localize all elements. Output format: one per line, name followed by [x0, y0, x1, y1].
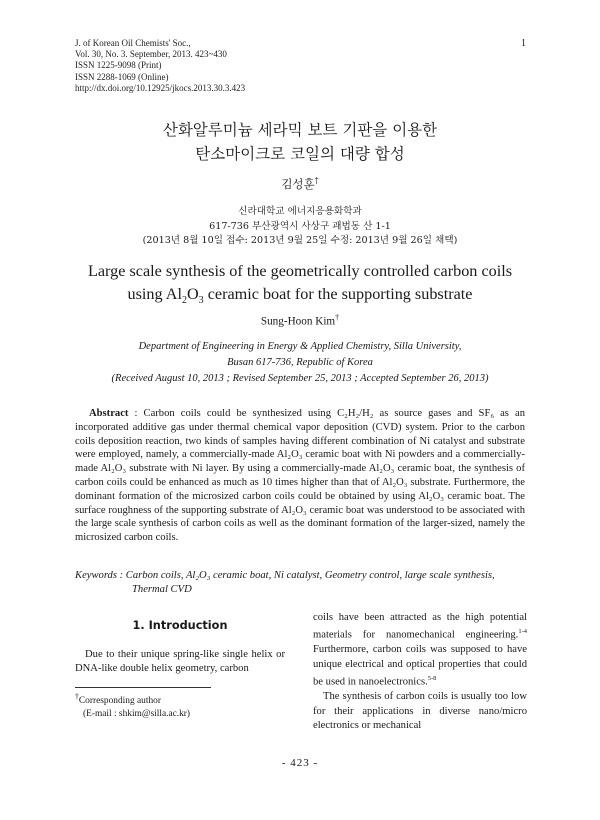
journal-volume: Vol. 30, No. 3. September, 2013. 423~430	[75, 49, 227, 60]
english-received-dates: (Received August 10, 2013 ; Revised September 25, 2013 ; Accepted September 26, 2013)	[111, 373, 489, 385]
keywords-line1: : Carbon coils, Al₂O₃ ceramic boat, Ni catalyst, Geometry control, large scale synthesis,	[116, 570, 495, 581]
korean-affiliation-dept: 신라대학교 에너지응용화학과	[238, 206, 362, 217]
english-title-line2-pre: using Al	[127, 285, 182, 303]
section-heading-introduction: 1. Introduction	[132, 619, 228, 632]
korean-dates: (2013년 8월 10일 접수: 2013년 9월 25일 수정: 2013년 9월 26일 채택)	[142, 235, 458, 246]
footnote-line1: Corresponding author	[78, 696, 161, 707]
english-title	[0, 260, 600, 312]
keywords-label: Keywords	[75, 570, 117, 581]
top-page-number: 1	[521, 38, 526, 49]
footnote-divider	[75, 687, 211, 688]
english-affiliation	[0, 339, 600, 388]
abstract	[75, 407, 525, 545]
journal-name: J. of Korean Oil Chemists' Soc.,	[75, 38, 191, 48]
abstract-body: : Carbon coils could be synthesized using C₂H₂/H₂ as source gases and SF₆ as an incorporated additive gas under thermal chemical vapor deposition (CVD) system. Prior to the carbon coils deposition reaction, two kinds of samples having different combination of Ni catalyst and substrate were employed, namely, a commercially-made Al₂O₃ ceramic boat with Ni powders and a commercially-made Al₂O₃ substrate with Ni layer. By using a commercially-made Al₂O₃ ceramic boat, the synthesis of carbon coils could be enhanced as much as 10 times higher than that of Al₂O₃ substrate. Furthermore, the dominant formation of the microsized carbon coils could be obtained by using Al₂O₃ ceramic boat. The surface roughness of the supporting substrate of Al₂O₃ ceramic boat was understood to be associated with the large scale synthesis of carbon coils as well as the dominant formation of the larger-sized, namely the microsized carbon coils.	[75, 408, 525, 544]
journal-header	[75, 38, 245, 94]
english-title-mid: O	[186, 285, 199, 303]
footnote	[75, 691, 190, 720]
english-title-line2-post: ceramic boat for the supporting substrate	[203, 285, 473, 303]
right-p1-b: Furthermore, carbon coils was supposed to have unique electrical and optical properties that could be used in nanoelectronics.	[313, 644, 527, 688]
footer-page-number: - 423 -	[281, 757, 319, 769]
korean-title-line2: 탄소마이크로 코일의 대량 합성	[195, 145, 405, 163]
korean-title	[0, 118, 600, 166]
korean-author	[0, 176, 600, 192]
english-title-line2	[0, 283, 600, 312]
english-title-line1: Large scale synthesis of the geometrically controlled carbon coils	[87, 262, 513, 280]
issn-print: ISSN 1225-9098 (Print)	[75, 60, 162, 71]
right-p1-ref1: 1-4	[518, 628, 527, 636]
english-affiliation-dept: Department of Engineering in Energy & Applied Chemistry, Silla University,	[138, 341, 462, 352]
korean-affiliation	[0, 205, 600, 249]
right-column	[313, 611, 527, 733]
footnote-mark: †	[75, 692, 79, 701]
english-title-sub2: 3	[198, 295, 204, 307]
left-column	[75, 619, 285, 677]
abstract-label: Abstract	[89, 408, 129, 419]
korean-author-mark: †	[314, 176, 319, 186]
english-title-sub1: 2	[181, 295, 187, 307]
right-column-paragraph2: The synthesis of carbon coils is usually too low for their applications in diverse nano/micro electronics or mechanical	[313, 691, 527, 731]
korean-author-name: 김성훈	[281, 177, 315, 191]
right-p1-a: coils have been attracted as the high potential materials for nanomechanical engineering.	[313, 612, 527, 641]
korean-title-line1: 산화알루미늄 세라믹 보트 기판을 이용한	[162, 121, 438, 139]
keywords	[75, 569, 525, 597]
english-author-mark: †	[335, 313, 340, 322]
english-author	[0, 313, 600, 328]
issn-online: ISSN 2288-1069 (Online)	[75, 71, 169, 82]
right-column-paragraph1	[313, 611, 527, 690]
doi-link[interactable]: http://dx.doi.org/10.12925/jkocs.2013.30.3.423	[75, 82, 246, 93]
keywords-line2: Thermal CVD	[132, 583, 192, 595]
introduction-paragraph: Due to their unique spring-like single helix or DNA-like double helix geometry, carbon	[75, 648, 285, 675]
korean-affiliation-address: 617-736 부산광역시 사상구 괘법동 산 1-1	[209, 220, 391, 232]
english-affiliation-city: Busan 617-736, Republic of Korea	[227, 357, 373, 369]
footnote-email: (E-mail : shkim@silla.ac.kr)	[83, 708, 191, 719]
right-p1-ref2: 5-8	[427, 675, 437, 683]
english-author-name: Sung-Hoon Kim	[260, 315, 336, 328]
